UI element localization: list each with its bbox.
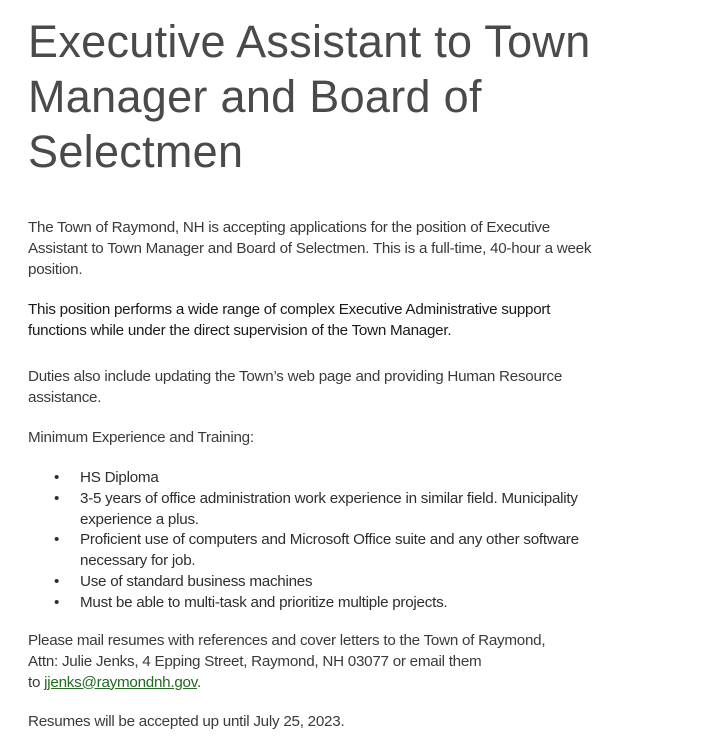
title-line: Executive Assistant to Town xyxy=(28,16,591,67)
text-line: This position performs a wide range of complex Executive Administrative support xyxy=(28,301,551,318)
text-line: The Town of Raymond, NH is accepting applications for the position of Executive xyxy=(28,219,550,236)
list-item xyxy=(28,489,579,531)
text-line: Duties also include updating the Town’s web page and providing Human Resource xyxy=(28,368,563,385)
list-item xyxy=(28,468,579,489)
text-line: HS Diploma xyxy=(80,469,159,486)
bullet-icon: • xyxy=(54,531,60,549)
email-link[interactable]: jjenks@raymondnh.gov xyxy=(44,673,197,691)
page-title xyxy=(28,14,591,179)
intro-paragraph xyxy=(28,218,591,280)
bullet-icon: • xyxy=(54,593,60,611)
text-line: position. xyxy=(28,260,83,278)
requirements-list xyxy=(28,468,579,614)
text-fragment: to xyxy=(28,673,45,691)
text-line xyxy=(28,673,545,694)
text-line: Use of standard business machines xyxy=(80,572,313,590)
bullet-icon: • xyxy=(54,489,60,507)
deadline-text: Resumes will be accepted up until July 25, 2023. xyxy=(28,713,345,730)
text-line: Must be able to multi-task and prioritize multiple projects. xyxy=(80,593,448,611)
title-line: Manager and Board of xyxy=(28,71,482,122)
text-line: 3-5 years of office administration work experience in similar field. Municipality xyxy=(80,489,578,507)
text-line: Proficient use of computers and Microsoft Office suite and any other software xyxy=(80,531,579,549)
bullet-icon: • xyxy=(54,572,60,590)
bullet-icon: • xyxy=(54,469,60,486)
duties-paragraph xyxy=(28,367,562,409)
text-line: necessary for job. xyxy=(80,552,196,570)
title-line: Selectmen xyxy=(28,126,244,177)
text-line: assistance. xyxy=(28,388,102,406)
requirements-heading: Minimum Experience and Training: xyxy=(28,429,254,446)
apply-paragraph xyxy=(28,631,545,693)
text-line: Please mail resumes with references and cover letters to the Town of Raymond, xyxy=(28,632,546,649)
list-item xyxy=(28,572,579,593)
text-fragment: . xyxy=(196,673,201,691)
list-item xyxy=(28,530,579,572)
text-line: Attn: Julie Jenks, 4 Epping Street, Raymond, NH 03077 or email them xyxy=(28,652,482,670)
text-line: experience a plus. xyxy=(80,510,199,528)
position-paragraph xyxy=(28,300,550,342)
text-line: Assistant to Town Manager and Board of Selectmen. This is a full-time, 40-hour a week xyxy=(28,239,592,257)
text-line: functions while under the direct supervision of the Town Manager. xyxy=(28,321,452,339)
list-item xyxy=(28,593,579,614)
